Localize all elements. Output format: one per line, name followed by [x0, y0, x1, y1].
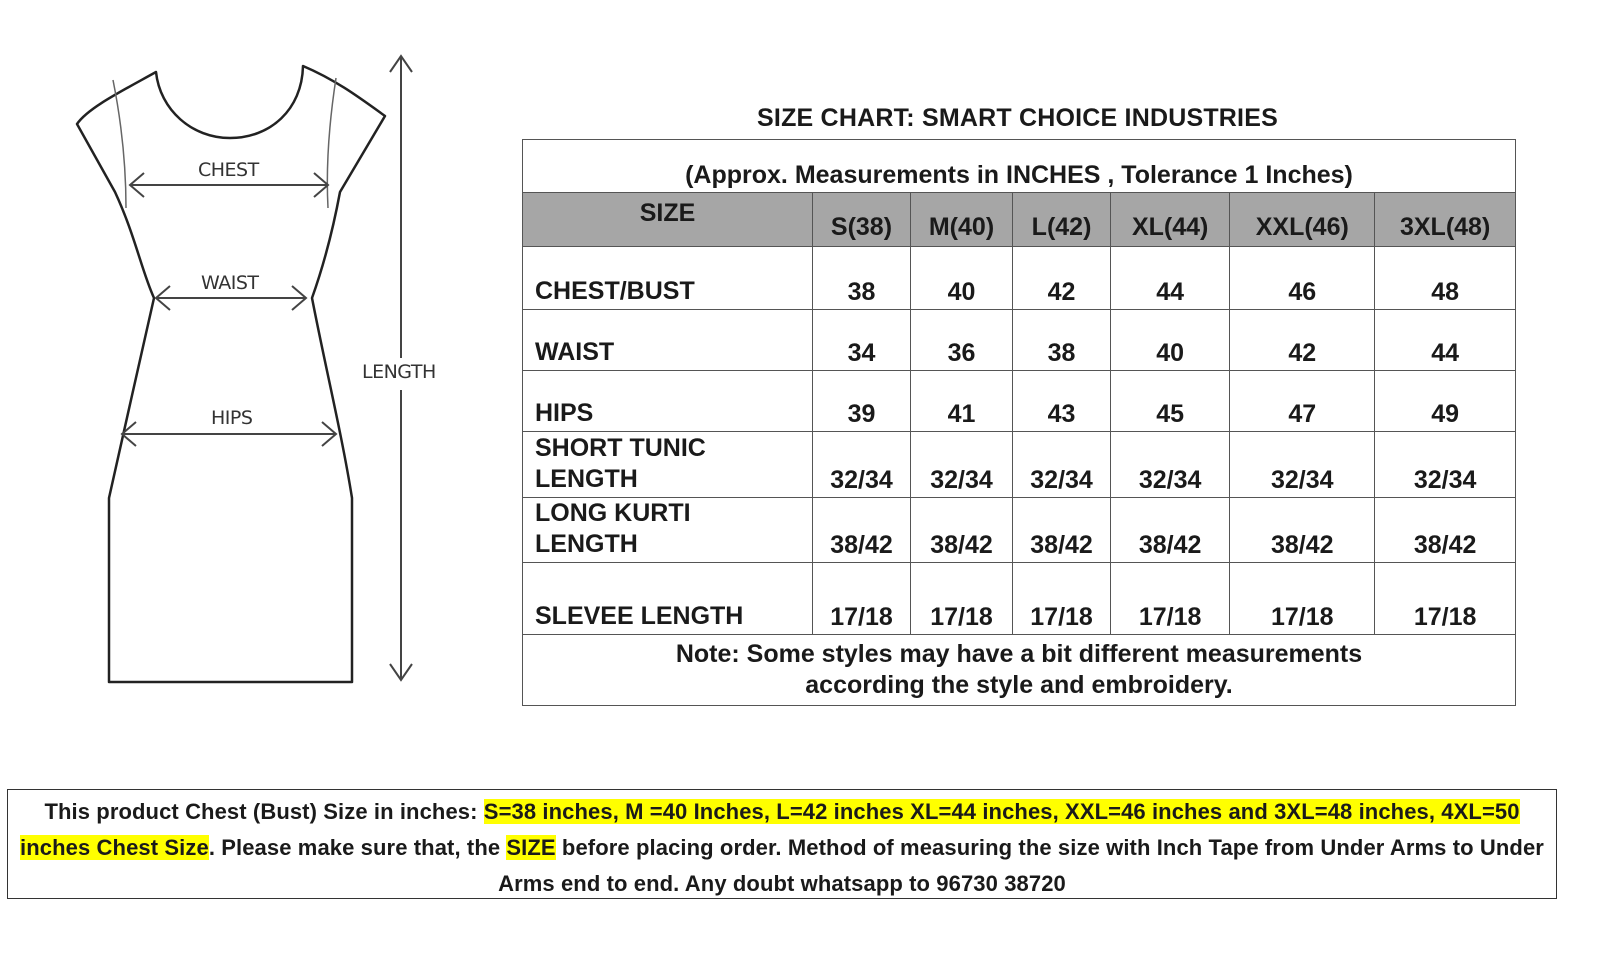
cell-value: 47: [1230, 371, 1375, 432]
info-text: before placing order. Method of measuring the size with Inch Tape from Under Arms to Under Arms end to end. Any doubt whatsapp to 96730 38720: [498, 835, 1544, 896]
chart-title: SIZE CHART: SMART CHOICE INDUSTRIES: [757, 104, 1278, 132]
table-row: [523, 310, 1516, 371]
table-row: [523, 562, 1516, 634]
cell-value: 38/42: [813, 497, 911, 562]
cell-value: 17/18: [813, 562, 911, 634]
cell-value: 32/34: [1111, 432, 1230, 497]
cell-value: 40: [910, 247, 1012, 310]
cell-value: 38/42: [1230, 497, 1375, 562]
cell-value: 32/34: [813, 432, 911, 497]
size-col-l: L(42): [1013, 193, 1111, 247]
cell-value: 45: [1111, 371, 1230, 432]
cell-value: 38/42: [1111, 497, 1230, 562]
note-row: [523, 634, 1516, 705]
size-col-m: M(40): [910, 193, 1012, 247]
cell-value: 38: [813, 247, 911, 310]
row-label: SLEVEE LENGTH: [523, 562, 813, 634]
cell-value: 39: [813, 371, 911, 432]
info-text: This product Chest (Bust) Size in inches:: [44, 799, 484, 824]
size-col-xl: XL(44): [1111, 193, 1230, 247]
cell-value: 34: [813, 310, 911, 371]
table-row: [523, 432, 1516, 497]
cell-value: 40: [1111, 310, 1230, 371]
cell-value: 17/18: [1013, 562, 1111, 634]
size-column-header: SIZE: [523, 193, 813, 247]
row-label: SHORT TUNIC LENGTH: [523, 432, 813, 497]
cell-value: 44: [1375, 310, 1516, 371]
cell-value: 44: [1111, 247, 1230, 310]
cell-value: 17/18: [910, 562, 1012, 634]
cell-value: 36: [910, 310, 1012, 371]
cell-value: 38/42: [1013, 497, 1111, 562]
row-label: CHEST/BUST: [523, 247, 813, 310]
info-text: . Please make sure that, the: [208, 835, 507, 860]
size-highlight: S=38 inches, M =40 Inches, L=42 inches XL=44 inches, XXL=46 inches and 3XL=48 inches, 4XL=50 inches Chest Size: [20, 799, 1520, 860]
measurement-note: Note: Some styles may have a bit different measurements according the style and embroidery.: [523, 634, 1516, 705]
size-info-box: [7, 789, 1557, 899]
cell-value: 32/34: [1375, 432, 1516, 497]
cell-value: 38/42: [1375, 497, 1516, 562]
table-row: [523, 497, 1516, 562]
cell-value: 17/18: [1375, 562, 1516, 634]
cell-value: 42: [1013, 247, 1111, 310]
size-col-xxl: XXL(46): [1230, 193, 1375, 247]
cell-value: 32/34: [1013, 432, 1111, 497]
chest-label: CHEST: [198, 159, 259, 181]
cell-value: 41: [910, 371, 1012, 432]
row-label: LONG KURTI LENGTH: [523, 497, 813, 562]
cell-value: 38/42: [910, 497, 1012, 562]
row-label: WAIST: [523, 310, 813, 371]
cell-value: 46: [1230, 247, 1375, 310]
table-row: [523, 247, 1516, 310]
cell-value: 38: [1013, 310, 1111, 371]
cell-value: 17/18: [1230, 562, 1375, 634]
cell-value: 49: [1375, 371, 1516, 432]
cell-value: 43: [1013, 371, 1111, 432]
row-label: HIPS: [523, 371, 813, 432]
size-col-3xl: 3XL(48): [1375, 193, 1516, 247]
cell-value: 48: [1375, 247, 1516, 310]
size-header-row: [523, 193, 1516, 247]
size-highlight: SIZE: [506, 835, 556, 860]
size-col-s: S(38): [813, 193, 911, 247]
length-label: LENGTH: [362, 361, 436, 383]
cell-value: 32/34: [1230, 432, 1375, 497]
cell-value: 42: [1230, 310, 1375, 371]
size-chart-table: [522, 139, 1516, 706]
table-row: [523, 371, 1516, 432]
waist-label: WAIST: [201, 272, 259, 294]
cell-value: 17/18: [1111, 562, 1230, 634]
hips-label: HIPS: [211, 407, 253, 429]
cell-value: 32/34: [910, 432, 1012, 497]
chart-subtitle: (Approx. Measurements in INCHES , Tolerance 1 Inches): [523, 140, 1516, 193]
dress-diagram: [60, 40, 500, 720]
